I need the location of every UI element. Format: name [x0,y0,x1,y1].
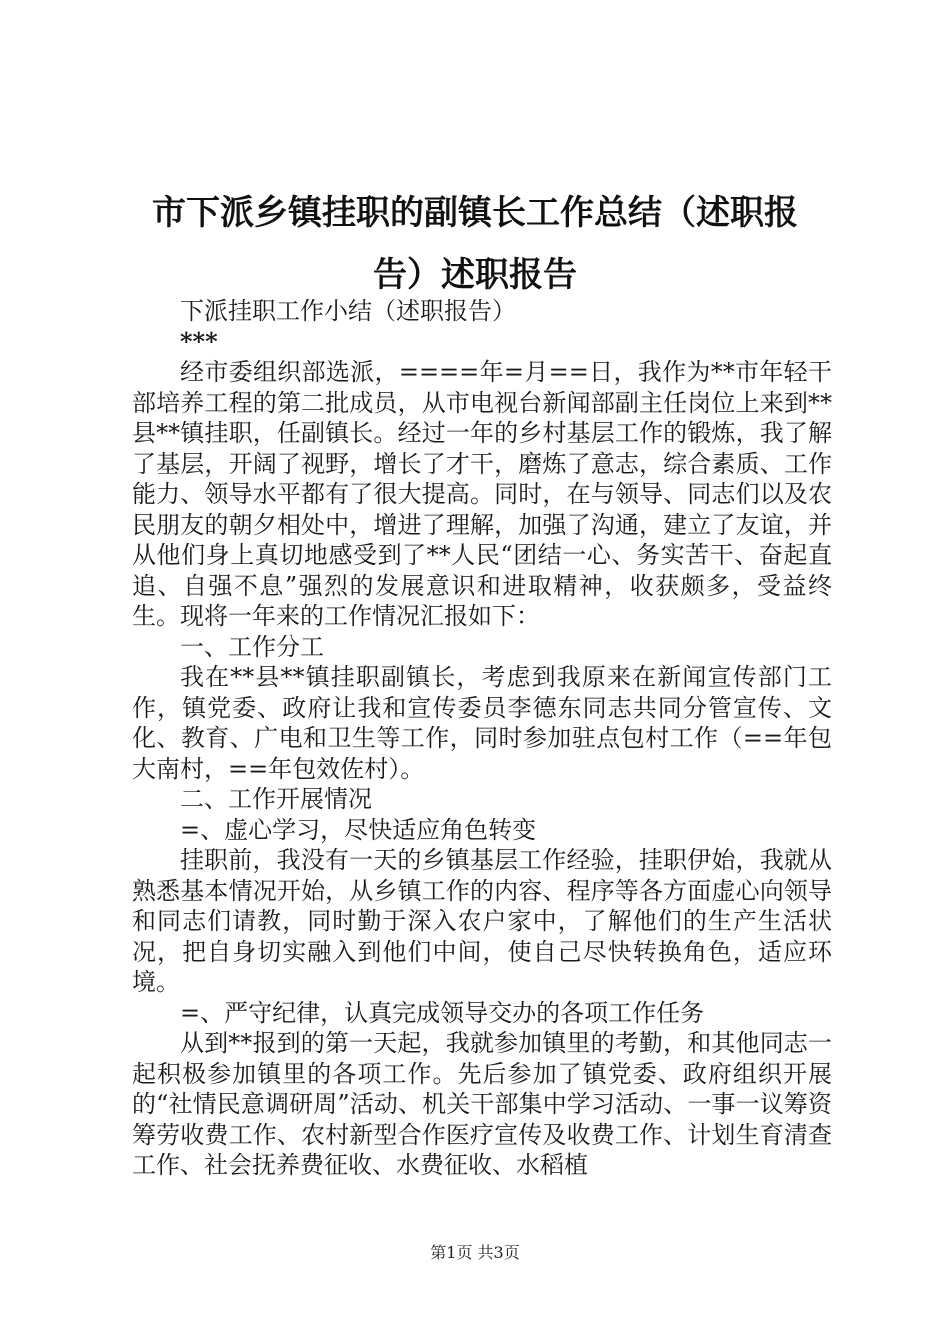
section-heading-division: 一、工作分工 [180,632,324,661]
author-placeholder: *** [180,326,218,356]
title-line-1: 市下派乡镇挂职的副镇长工作总结（述职报 [152,193,798,233]
document-subtitle: 下派挂职工作小结（述职报告） [180,297,516,325]
paragraph-discipline: 从到**报到的第一天起，我就参加镇里的考勤，和其他同志一起积极参加镇里的各项工作。先后参加了镇党委、政府组织开展的“社情民意调研周”活动、机关干部集中学习活动、一事一议筹资筹劳收费工作、农村新型合作医疗宣传及收费工作、计划生育清查工作、社会抚养费征收、水费征收、水稻植 [132,1029,832,1179]
section-heading-progress: 二、工作开展情况 [180,785,372,813]
paragraph-learning: 挂职前，我没有一天的乡镇基层工作经验，挂职伊始，我就从熟悉基本情况开始，从乡镇工作的内容、程序等各方面虚心向领导和同志们请教，同时勤于深入农户家中，了解他们的生产生活状况，把自身切实融入到他们中间，使自己尽快转换角色，适应环境。 [132,846,832,996]
paragraph-division: 我在**县**镇挂职副镇长，考虑到我原来在新闻宣传部门工作，镇党委、政府让我和宣传委员李德东同志共同分管宣传、文化、教育、广电和卫生等工作，同时参加驻点包村工作（==年包大南村，==年包效佐村）。 [132,663,832,783]
document-body [132,296,832,1181]
subheading-learning: =、虚心学习，尽快适应角色转变 [180,815,537,844]
title-line-2: 告）述职报告 [373,255,577,295]
paragraph-intro: 经市委组织部选派，====年=月==日，我作为**市年轻干部培养工程的第二批成员，从市电视台新闻部副主任岗位上来到**县**镇挂职，任副镇长。经过一年的乡村基层工作的锻炼，我了解了基层，开阔了视野，增长了才干，磨炼了意志，综合素质、工作能力、领导水平都有了很大提高。同时，在与领导、同志们以及农民朋友的朝夕相处中，增进了理解，加强了沟通，建立了友谊，并从他们身上真切地感受到了**人民“团结一心、务实苦干、奋起直追、自强不息”强烈的发展意识和进取精神，收获颇多，受益终生。现将一年来的工作情况汇报如下： [132,358,832,630]
document-title [120,182,830,306]
page-footer: 第1页 共3页 [430,1243,520,1262]
subheading-discipline: =、严守纪律，认真完成领导交办的各项工作任务 [180,998,705,1027]
